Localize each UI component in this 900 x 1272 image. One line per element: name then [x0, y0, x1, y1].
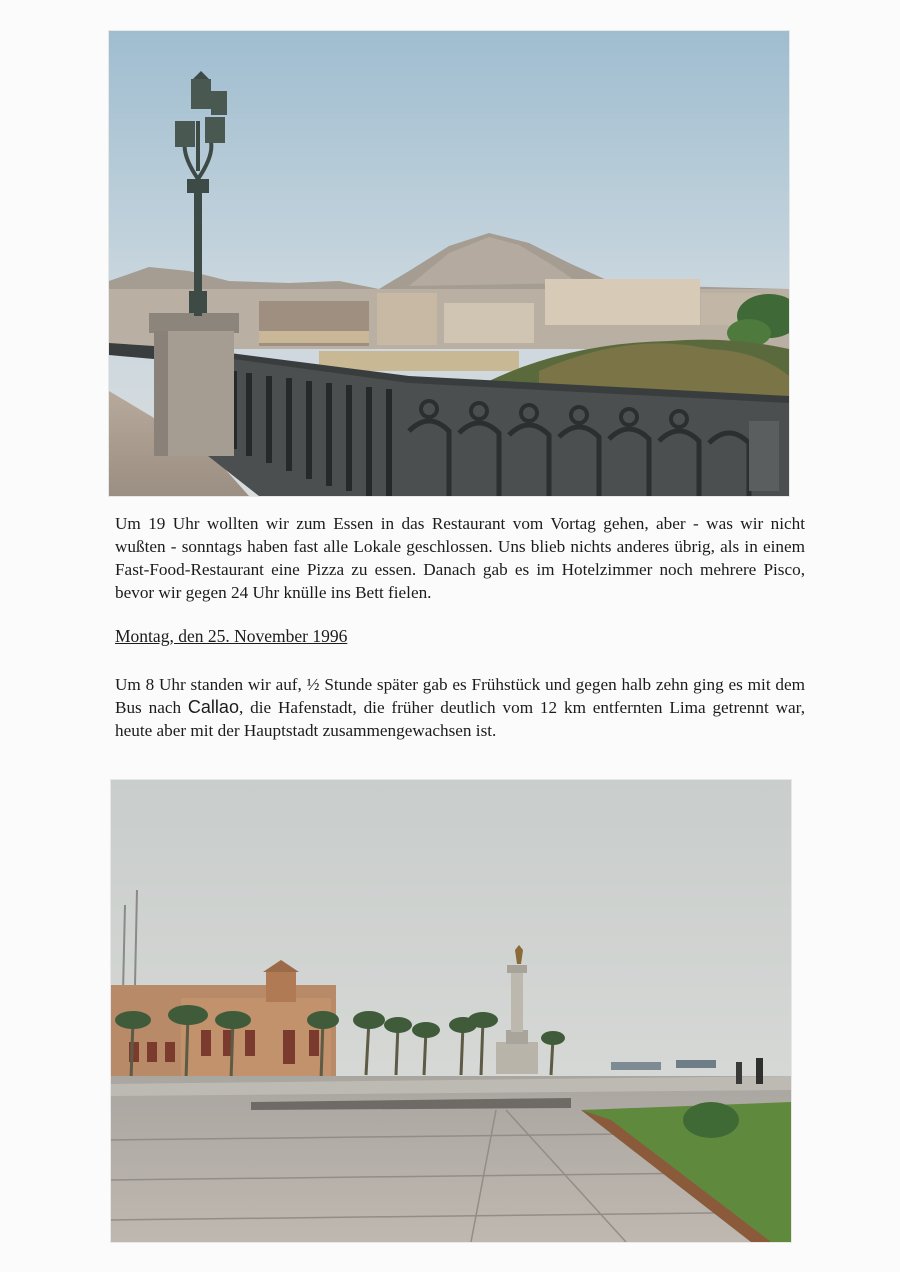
date-heading: Montag, den 25. November 1996 [115, 626, 348, 646]
paragraph-evening: Um 19 Uhr wollten wir zum Essen in das Restaurant vom Vortag gehen, aber - was wir nicht wußten - sonntags haben fast alle Lokale geschlossen. Uns blieb nichts anderes übrig, als in einem Fast-Food-Restaurant eine Pizza zu essen. Danach gab es im Hotelzimmer noch mehrere Pisco, bevor wir gegen 24 Uhr knülle ins Bett fielen. [115, 514, 805, 602]
photo-callao-plaza [111, 780, 791, 1242]
paragraph-callao [115, 673, 805, 742]
photo-lima-bridge [109, 31, 789, 496]
paragraph-callao-text-after: , die Hafenstadt, die früher deutlich vom 12 km entfernten Lima getrennt war, heute aber mit der Hauptstadt zusammengewachsen ist. [115, 698, 805, 740]
paragraph-callao-text-before: Um 8 Uhr standen wir auf, ½ Stunde später gab es Frühstück und gegen halb zehn ging es mit dem Bus nach [115, 675, 805, 717]
place-name-callao: Callao [187, 697, 239, 717]
